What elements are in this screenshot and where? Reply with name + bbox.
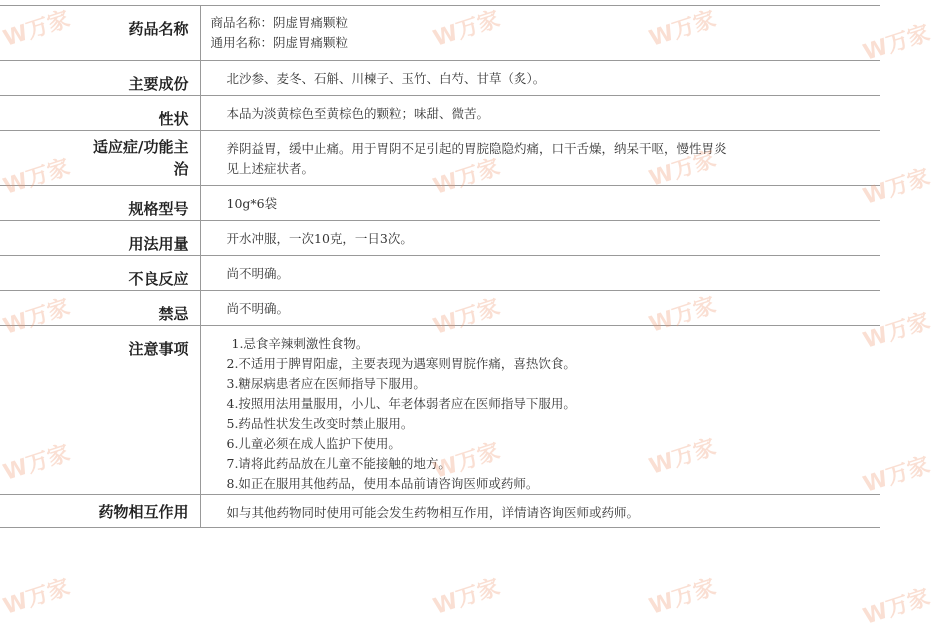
watermark-logo: W万家 (646, 146, 720, 192)
watermark-logo: W万家 (860, 584, 933, 630)
precaution-item: 4.按照用法用量服用，小儿、年老体弱者应在医师指导下服用。 (226, 396, 576, 411)
watermark-logo: W万家 (860, 308, 933, 354)
row-drug-name (0, 6, 880, 61)
value-contraindications: 尚不明确。 (200, 291, 880, 326)
drug-spec-table (0, 5, 880, 528)
watermark-logo: W万家 (0, 294, 74, 340)
value-drug-name (200, 6, 880, 61)
watermark-logo: W万家 (860, 452, 933, 498)
label-drug-name: 药品名称 (0, 6, 200, 61)
label-contraindications: 禁忌 (0, 291, 200, 326)
precaution-item: 1.忌食辛辣刺激性食物。 (231, 336, 369, 351)
label-indications-line1: 适应症/功能主 (93, 138, 189, 156)
label-precautions: 注意事项 (0, 326, 200, 495)
watermark-logo: W万家 (646, 6, 720, 52)
indications-line1: 养阴益胃，缓中止痛。用于胃阴不足引起的胃脘隐隐灼痛，口干舌燥，纳呆干呕，慢性胃炎 (226, 141, 727, 156)
value-character: 本品为淡黄棕色至黄棕色的颗粒；味甜、微苦。 (200, 96, 880, 131)
precaution-item: 3.糖尿病患者应在医师指导下服用。 (226, 376, 426, 391)
value-usage: 开水冲服，一次10克，一日3次。 (200, 221, 880, 256)
watermark-logo: W万家 (0, 574, 74, 620)
watermark-logo: W万家 (860, 20, 933, 66)
row-interactions (0, 495, 880, 528)
value-spec: 10g*6袋 (200, 186, 880, 221)
label-indications-line2: 治 (173, 160, 189, 178)
row-character (0, 96, 880, 131)
trade-name: 商品名称：阴虚胃痛颗粒 (210, 15, 349, 30)
watermark-logo: W万家 (0, 440, 74, 486)
watermark-logo: W万家 (860, 164, 933, 210)
precaution-item: 6.儿童必须在成人监护下使用。 (226, 436, 401, 451)
value-interactions: 如与其他药物同时使用可能会发生药物相互作用，详情请咨询医师或药师。 (200, 495, 880, 528)
watermark-logo: W万家 (430, 294, 504, 340)
label-character: 性状 (0, 96, 200, 131)
precaution-item: 2.不适用于脾胃阳虚，主要表现为遇寒则胃脘作痛，喜热饮食。 (226, 356, 576, 371)
label-usage: 用法用量 (0, 221, 200, 256)
label-adverse: 不良反应 (0, 256, 200, 291)
row-spec (0, 186, 880, 221)
label-ingredients: 主要成份 (0, 61, 200, 96)
watermark-logo: W万家 (646, 292, 720, 338)
value-indications (200, 131, 880, 186)
row-contraindications (0, 291, 880, 326)
label-spec: 规格型号 (0, 186, 200, 221)
watermark-logo: W万家 (0, 6, 74, 52)
row-usage (0, 221, 880, 256)
row-adverse (0, 256, 880, 291)
label-indications (0, 131, 200, 186)
label-interactions: 药物相互作用 (0, 495, 200, 528)
watermark-logo: W万家 (430, 6, 504, 52)
watermark-logo: W万家 (430, 574, 504, 620)
row-indications (0, 131, 880, 186)
row-ingredients (0, 61, 880, 96)
watermark-logo: W万家 (0, 154, 74, 200)
precaution-item: 8.如正在服用其他药品，使用本品前请咨询医师或药师。 (226, 476, 539, 491)
watermark-logo: W万家 (430, 438, 504, 484)
precaution-item: 5.药品性状发生改变时禁止服用。 (226, 416, 414, 431)
precaution-item: 7.请将此药品放在儿童不能接触的地方。 (226, 456, 451, 471)
value-precautions (200, 326, 880, 495)
value-ingredients: 北沙参、麦冬、石斛、川楝子、玉竹、白芍、甘草（炙）。 (200, 61, 880, 96)
common-name: 通用名称：阴虚胃痛颗粒 (210, 35, 349, 50)
watermark-logo: W万家 (646, 434, 720, 480)
row-precautions (0, 326, 880, 495)
watermark-logo: W万家 (430, 154, 504, 200)
indications-line2: 见上述症状者。 (226, 161, 315, 176)
watermark-logo: W万家 (646, 574, 720, 620)
value-adverse: 尚不明确。 (200, 256, 880, 291)
